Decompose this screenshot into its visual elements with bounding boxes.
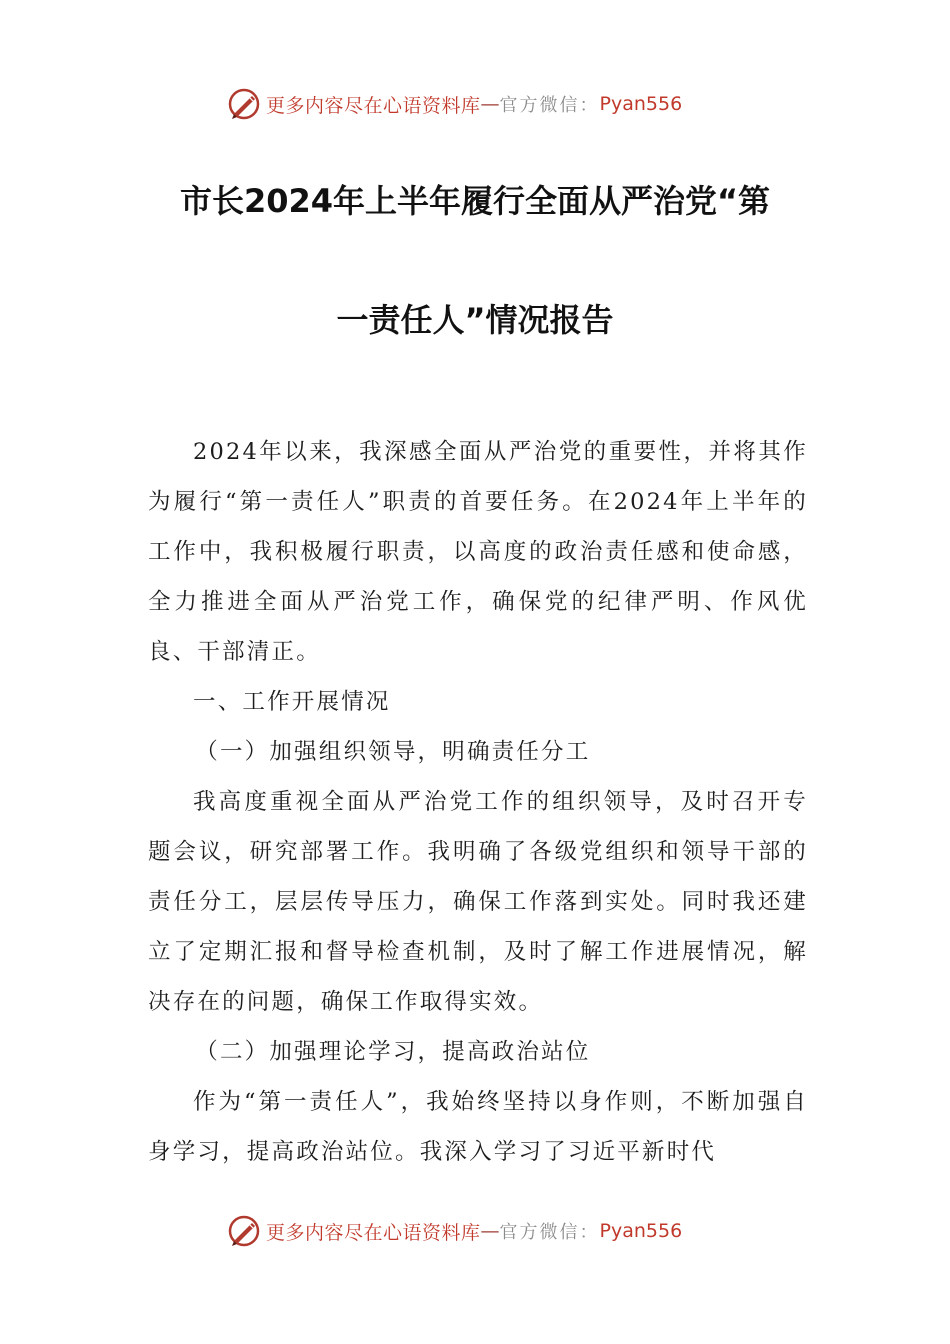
watermark-wechat-id: Pyan556 — [599, 93, 683, 115]
header-watermark — [226, 84, 682, 124]
watermark-text: 更多内容尽在心语资料库 — [266, 1221, 481, 1244]
paragraph-study: 作为“第一责任人”，我始终坚持以身作则，不断加强自身学习，提高政治站位。我深入学习了习近平新时代 — [148, 1089, 808, 1165]
watermark-wechat-id: Pyan556 — [599, 1220, 683, 1242]
watermark-dash: — — [480, 93, 500, 115]
watermark-dash: — — [480, 1220, 500, 1242]
document-title-line-2: 一责任人”情况报告 — [336, 301, 614, 339]
section-heading: 一、工作开展情况 — [193, 689, 391, 715]
intro-paragraph: 2024年以来，我深感全面从严治党的重要性，并将其作为履行“第一责任人”职责的首要任务。在2024年上半年的工作中，我积极履行职责，以高度的政治责任感和使命感，全力推进全面从严治党工作，确保党的纪律严明、作风优良、干部清正。 — [148, 439, 808, 665]
pen-logo-icon — [226, 86, 262, 122]
paragraph-organization: 我高度重视全面从严治党工作的组织领导，及时召开专题会议，研究部署工作。我明确了各级党组织和领导干部的责任分工，层层传导压力，确保工作落到实处。同时我还建立了定期汇报和督导检查机制，及时了解工作进展情况，解决存在的问题，确保工作取得实效。 — [148, 789, 808, 1015]
subsection-heading-2: （二）加强理论学习，提高政治站位 — [195, 1039, 591, 1065]
watermark-wechat-label: 官方微信： — [499, 1222, 600, 1243]
subsection-heading-1: （一）加强组织领导，明确责任分工 — [195, 739, 591, 765]
footer-watermark — [226, 1211, 682, 1251]
pen-logo-icon — [226, 1213, 262, 1249]
watermark-text: 更多内容尽在心语资料库 — [266, 94, 481, 117]
watermark-wechat-label: 官方微信： — [499, 95, 600, 116]
document-body — [148, 427, 808, 1177]
document-title-line-1: 市长2024年上半年履行全面从严治党“第 — [179, 182, 771, 220]
